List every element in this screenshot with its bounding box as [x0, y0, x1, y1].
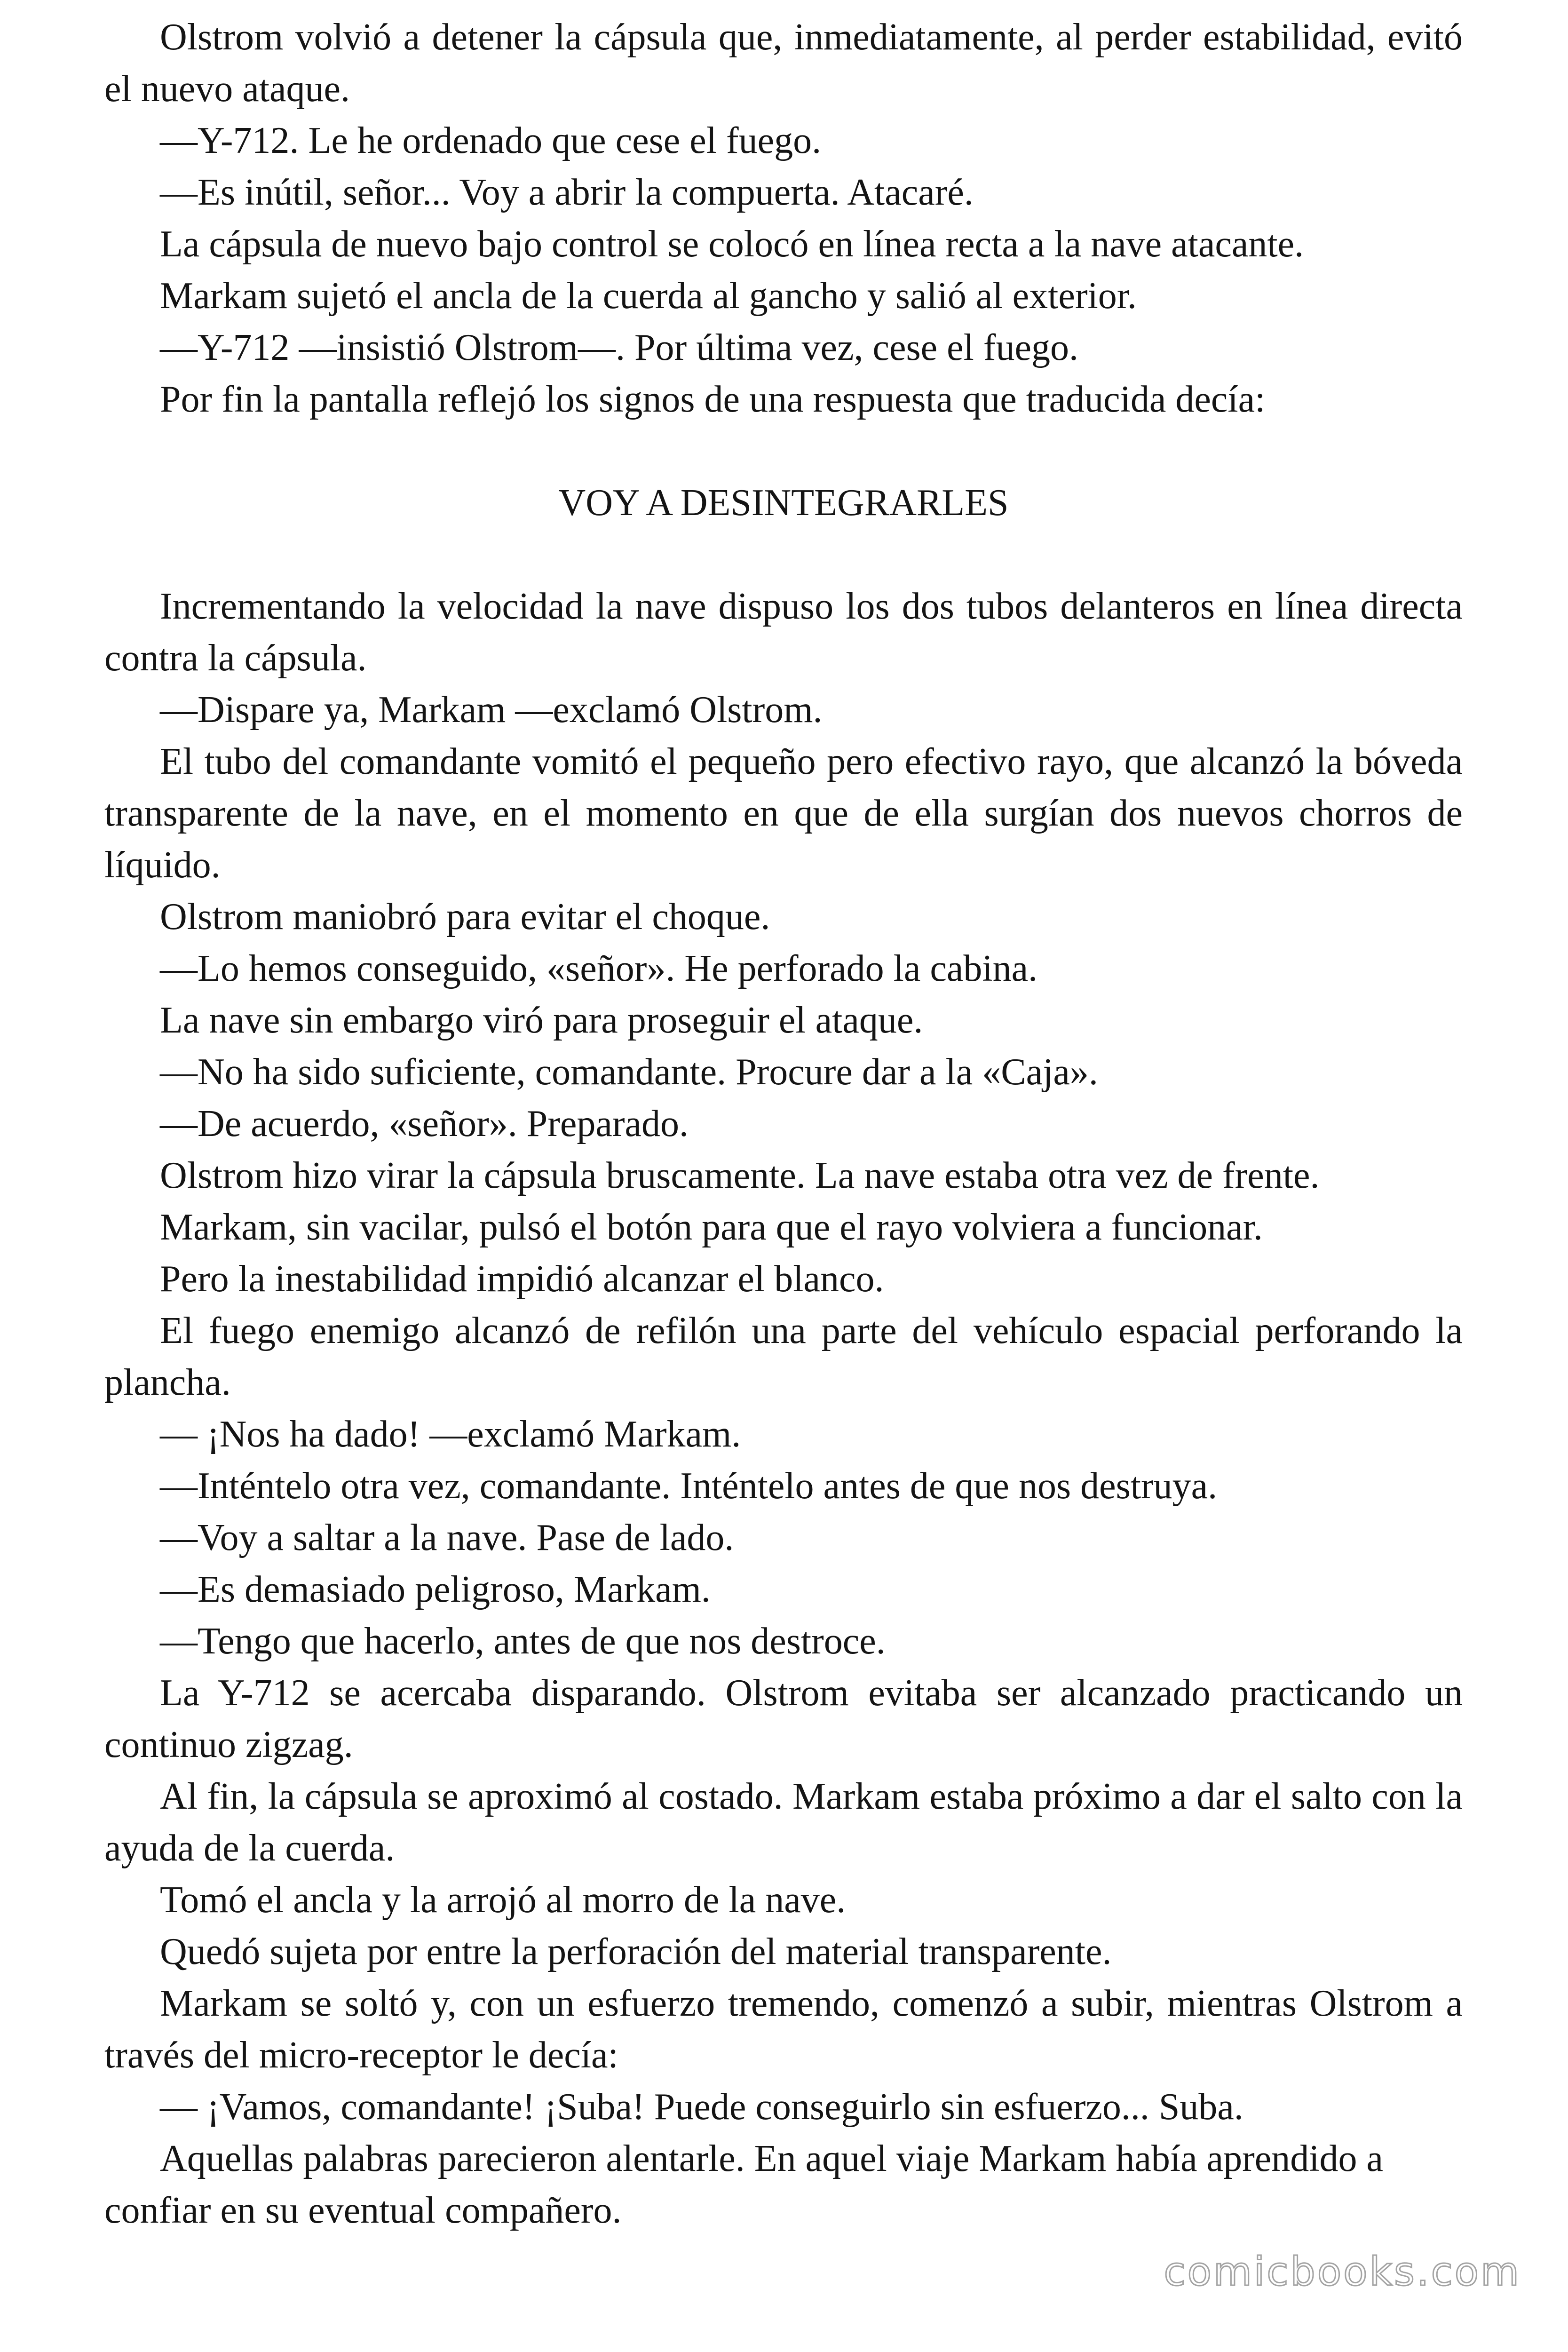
paragraph: La Y-712 se acercaba disparando. Olstrom evitaba ser alcanzado practicando un continuo zigzag. [104, 1672, 1463, 1765]
paragraph: La nave sin embargo viró para proseguir el ataque. [160, 1000, 923, 1041]
paragraph: —De acuerdo, «señor». Preparado. [160, 1103, 689, 1144]
paragraph: Olstrom hizo virar la cápsula bruscamente. La nave estaba otra vez de frente. [160, 1155, 1320, 1196]
paragraph: Markam sujetó el ancla de la cuerda al gancho y salió al exterior. [160, 275, 1137, 317]
paragraph: —Tengo que hacerlo, antes de que nos destroce. [160, 1621, 886, 1662]
paragraph: —No ha sido suficiente, comandante. Procure dar a la «Caja». [160, 1051, 1098, 1093]
paragraph: —Es inútil, señor... Voy a abrir la compuerta. Atacaré. [160, 172, 974, 213]
paragraph: — ¡Vamos, comandante! ¡Suba! Puede conseguirlo sin esfuerzo... Suba. [160, 2086, 1243, 2128]
paragraph: —Y-712. Le he ordenado que cese el fuego. [160, 120, 822, 161]
paragraph: El tubo del comandante vomitó el pequeño pero efectivo rayo, que alcanzó la bóveda transparente de la nave, en el momento en que de ella surgían dos nuevos chorros de líquido. [104, 741, 1463, 886]
screen-message-heading: VOY A DESINTEGRARLES [558, 482, 1009, 524]
text-block-after-heading [104, 580, 1463, 2236]
paragraph: —Lo hemos conseguido, «señor». He perforado la cabina. [160, 948, 1038, 989]
paragraph: Tomó el ancla y la arrojó al morro de la nave. [160, 1879, 846, 1921]
paragraph: Markam se soltó y, con un esfuerzo tremendo, comenzó a subir, mientras Olstrom a través del micro-receptor le decía: [104, 1983, 1463, 2076]
paragraph: La cápsula de nuevo bajo control se colocó en línea recta a la nave atacante. [160, 223, 1304, 265]
paragraph: Pero la inestabilidad impidió alcanzar el blanco. [160, 1258, 884, 1300]
book-page [104, 11, 1463, 2236]
paragraph: Incrementando la velocidad la nave dispuso los dos tubos delanteros en línea directa contra la cápsula. [104, 586, 1463, 679]
paragraph: Markam, sin vacilar, pulsó el botón para que el rayo volviera a funcionar. [160, 1207, 1263, 1248]
watermark: comicbooks.com [1164, 2249, 1521, 2295]
paragraph: —Inténtelo otra vez, comandante. Inténtelo antes de que nos destruya. [160, 1465, 1218, 1507]
paragraph: Al fin, la cápsula se aproximó al costado. Markam estaba próximo a dar el salto con la ayuda de la cuerda. [104, 1776, 1463, 1869]
paragraph: —Voy a saltar a la nave. Pase de lado. [160, 1517, 734, 1558]
paragraph: —Dispare ya, Markam —exclamó Olstrom. [160, 689, 823, 731]
paragraph: El fuego enemigo alcanzó de refilón una parte del vehículo espacial perforando la plancha. [104, 1310, 1463, 1403]
paragraph: Por fin la pantalla reflejó los signos de una respuesta que traducida decía: [160, 379, 1266, 420]
text-block-before-heading [104, 11, 1463, 425]
paragraph: Quedó sujeta por entre la perforación del material transparente. [160, 1931, 1112, 1972]
paragraph: — ¡Nos ha dado! —exclamó Markam. [160, 1414, 741, 1455]
paragraph: Aquellas palabras parecieron alentarle. En aquel viaje Markam había aprendido a confiar en su eventual compañero. [104, 2138, 1384, 2231]
paragraph: Olstrom volvió a detener la cápsula que, inmediatamente, al perder estabilidad, evitó el nuevo ataque. [104, 16, 1463, 110]
paragraph: —Y-712 —insistió Olstrom—. Por última vez, cese el fuego. [160, 327, 1079, 368]
paragraph: —Es demasiado peligroso, Markam. [160, 1569, 711, 1610]
paragraph: Olstrom maniobró para evitar el choque. [160, 896, 770, 938]
